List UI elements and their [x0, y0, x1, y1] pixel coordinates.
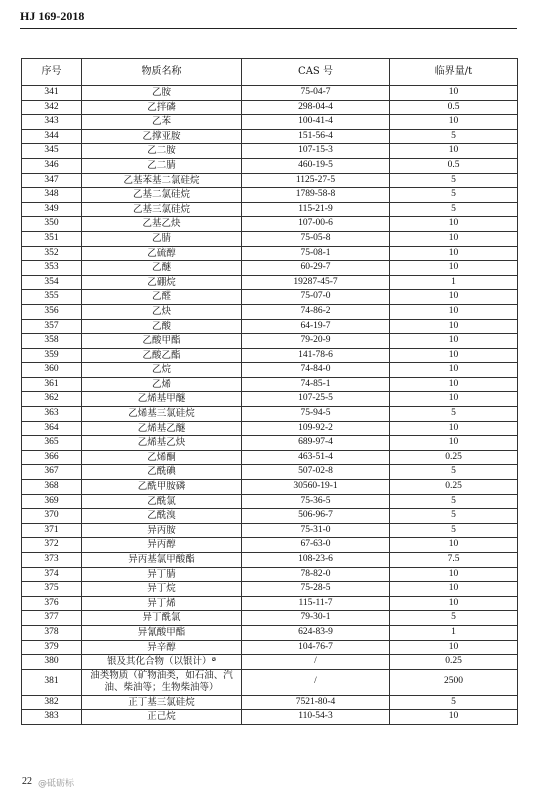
cell-cas: 75-31-0	[242, 523, 390, 538]
table-row	[22, 261, 518, 276]
cell-threshold: 10	[390, 246, 518, 261]
cell-cas: 75-04-7	[242, 86, 390, 101]
cell-name: 乙基苯基二氯硅烷	[82, 173, 242, 188]
cell-cas: 30560-19-1	[242, 480, 390, 495]
cell-cas: 75-07-0	[242, 290, 390, 305]
page-number: 22	[22, 776, 32, 787]
cell-cas: 115-11-7	[242, 596, 390, 611]
table-row	[22, 275, 518, 290]
cell-number: 361	[22, 377, 82, 392]
cell-number: 356	[22, 304, 82, 319]
cell-name: 乙二胺	[82, 144, 242, 159]
cell-cas: 689-97-4	[242, 436, 390, 451]
cell-name: 正己烷	[82, 710, 242, 725]
cell-number: 378	[22, 625, 82, 640]
cell-threshold: 10	[390, 640, 518, 655]
cell-number: 377	[22, 611, 82, 626]
cell-name: 正丁基三氯硅烷	[82, 695, 242, 710]
table-row	[22, 465, 518, 480]
cell-name: 异氰酸甲酯	[82, 625, 242, 640]
cell-threshold: 1	[390, 275, 518, 290]
table-row	[22, 86, 518, 101]
cell-cas: 7521-80-4	[242, 695, 390, 710]
cell-name: 乙烷	[82, 363, 242, 378]
table-row	[22, 144, 518, 159]
cell-threshold: 10	[390, 596, 518, 611]
cell-name: 油类物质（矿物油类，如石油、汽油、柴油等；生物柴油等）	[82, 669, 242, 695]
cell-number: 383	[22, 710, 82, 725]
cell-number: 352	[22, 246, 82, 261]
cell-threshold: 5	[390, 188, 518, 203]
cell-threshold: 10	[390, 86, 518, 101]
cell-cas: 79-20-9	[242, 334, 390, 349]
cell-threshold: 10	[390, 436, 518, 451]
cell-threshold: 2500	[390, 669, 518, 695]
cell-number: 368	[22, 480, 82, 495]
cell-number: 353	[22, 261, 82, 276]
cell-cas: 460-19-5	[242, 158, 390, 173]
cell-cas: 151-56-4	[242, 129, 390, 144]
cell-threshold: 5	[390, 465, 518, 480]
cell-number: 379	[22, 640, 82, 655]
cell-cas: 109-92-2	[242, 421, 390, 436]
cell-cas: 74-84-0	[242, 363, 390, 378]
table-row	[22, 363, 518, 378]
table-row	[22, 334, 518, 349]
table-row	[22, 115, 518, 130]
cell-threshold: 5	[390, 695, 518, 710]
cell-number: 348	[22, 188, 82, 203]
cell-name: 乙酰碘	[82, 465, 242, 480]
cell-threshold: 10	[390, 538, 518, 553]
table-row	[22, 202, 518, 217]
cell-name: 乙酸乙酯	[82, 348, 242, 363]
cell-cas: 60-29-7	[242, 261, 390, 276]
substance-table	[21, 58, 518, 725]
table-row	[22, 538, 518, 553]
table-row	[22, 407, 518, 422]
cell-name: 乙酰甲胺磷	[82, 480, 242, 495]
cell-threshold: 10	[390, 261, 518, 276]
cell-name: 乙二腈	[82, 158, 242, 173]
cell-threshold: 5	[390, 611, 518, 626]
cell-threshold: 5	[390, 173, 518, 188]
cell-name: 乙酸	[82, 319, 242, 334]
table-row	[22, 494, 518, 509]
cell-number: 347	[22, 173, 82, 188]
cell-name: 乙基乙炔	[82, 217, 242, 232]
table-row	[22, 246, 518, 261]
table-row	[22, 304, 518, 319]
cell-cas: /	[242, 655, 390, 670]
cell-number: 357	[22, 319, 82, 334]
cell-number: 345	[22, 144, 82, 159]
cell-threshold: 5	[390, 202, 518, 217]
table-row	[22, 421, 518, 436]
table-row	[22, 100, 518, 115]
cell-cas: 75-94-5	[242, 407, 390, 422]
cell-threshold: 10	[390, 710, 518, 725]
table-row	[22, 553, 518, 568]
cell-number: 370	[22, 509, 82, 524]
table-row	[22, 450, 518, 465]
table-row	[22, 669, 518, 695]
cell-cas: 110-54-3	[242, 710, 390, 725]
cell-cas: 67-63-0	[242, 538, 390, 553]
cell-cas: 107-15-3	[242, 144, 390, 159]
cell-cas: 107-25-5	[242, 392, 390, 407]
cell-cas: 64-19-7	[242, 319, 390, 334]
cell-threshold: 7.5	[390, 553, 518, 568]
cell-threshold: 10	[390, 377, 518, 392]
column-header-name: 物质名称	[82, 59, 242, 86]
cell-number: 363	[22, 407, 82, 422]
header-row	[22, 59, 518, 86]
table-row	[22, 509, 518, 524]
cell-number: 372	[22, 538, 82, 553]
cell-cas: 19287-45-7	[242, 275, 390, 290]
cell-name: 异丙基氯甲酸酯	[82, 553, 242, 568]
cell-cas: 624-83-9	[242, 625, 390, 640]
cell-threshold: 10	[390, 392, 518, 407]
cell-name: 异丁酰氯	[82, 611, 242, 626]
cell-name: 异丙胺	[82, 523, 242, 538]
cell-number: 381	[22, 669, 82, 695]
cell-name: 乙硫醇	[82, 246, 242, 261]
table-row	[22, 480, 518, 495]
cell-threshold: 10	[390, 421, 518, 436]
cell-threshold: 5	[390, 494, 518, 509]
cell-threshold: 5	[390, 407, 518, 422]
table-row	[22, 377, 518, 392]
cell-threshold: 0.5	[390, 100, 518, 115]
cell-number: 382	[22, 695, 82, 710]
column-header-number: 序号	[22, 59, 82, 86]
cell-threshold: 10	[390, 115, 518, 130]
cell-name: 乙酰溴	[82, 509, 242, 524]
cell-name: 乙烯基三氯硅烷	[82, 407, 242, 422]
cell-cas: 107-00-6	[242, 217, 390, 232]
table-row	[22, 655, 518, 670]
cell-threshold: 5	[390, 509, 518, 524]
cell-threshold: 10	[390, 348, 518, 363]
cell-number: 344	[22, 129, 82, 144]
cell-cas: 115-21-9	[242, 202, 390, 217]
column-header-cas: CAS 号	[242, 59, 390, 86]
table-row	[22, 640, 518, 655]
cell-number: 366	[22, 450, 82, 465]
table-row	[22, 173, 518, 188]
cell-number: 364	[22, 421, 82, 436]
cell-name: 乙醛	[82, 290, 242, 305]
cell-name: 乙撑亚胺	[82, 129, 242, 144]
cell-number: 369	[22, 494, 82, 509]
cell-threshold: 0.5	[390, 158, 518, 173]
cell-name: 异丁烯	[82, 596, 242, 611]
table-row	[22, 582, 518, 597]
cell-number: 358	[22, 334, 82, 349]
cell-threshold: 10	[390, 334, 518, 349]
cell-cas: 507-02-8	[242, 465, 390, 480]
cell-number: 359	[22, 348, 82, 363]
cell-threshold: 10	[390, 304, 518, 319]
cell-cas: 141-78-6	[242, 348, 390, 363]
cell-number: 349	[22, 202, 82, 217]
cell-name: 乙烯基乙醚	[82, 421, 242, 436]
cell-cas: 100-41-4	[242, 115, 390, 130]
cell-cas: 463-51-4	[242, 450, 390, 465]
cell-cas: 108-23-6	[242, 553, 390, 568]
cell-threshold: 5	[390, 523, 518, 538]
table-row	[22, 567, 518, 582]
cell-threshold: 10	[390, 144, 518, 159]
cell-name: 乙基二氯硅烷	[82, 188, 242, 203]
cell-cas: 1125-27-5	[242, 173, 390, 188]
cell-name: 异丙醇	[82, 538, 242, 553]
cell-number: 380	[22, 655, 82, 670]
cell-cas: 104-76-7	[242, 640, 390, 655]
cell-threshold: 5	[390, 129, 518, 144]
cell-cas: 79-30-1	[242, 611, 390, 626]
cell-threshold: 10	[390, 319, 518, 334]
cell-threshold: 10	[390, 363, 518, 378]
cell-name: 乙拌磷	[82, 100, 242, 115]
cell-cas: 74-85-1	[242, 377, 390, 392]
table-row	[22, 319, 518, 334]
cell-cas: 1789-58-8	[242, 188, 390, 203]
header-rule	[20, 28, 517, 29]
cell-number: 355	[22, 290, 82, 305]
table-row	[22, 129, 518, 144]
cell-number: 360	[22, 363, 82, 378]
cell-number: 343	[22, 115, 82, 130]
cell-number: 362	[22, 392, 82, 407]
cell-number: 376	[22, 596, 82, 611]
cell-name: 乙胺	[82, 86, 242, 101]
table-row	[22, 436, 518, 451]
cell-name: 乙醚	[82, 261, 242, 276]
cell-name: 乙酸甲酯	[82, 334, 242, 349]
document-code: HJ 169-2018	[20, 9, 85, 23]
cell-number: 365	[22, 436, 82, 451]
cell-name: 乙腈	[82, 231, 242, 246]
cell-threshold: 10	[390, 290, 518, 305]
cell-threshold: 10	[390, 582, 518, 597]
cell-threshold: 0.25	[390, 450, 518, 465]
cell-cas: /	[242, 669, 390, 695]
cell-number: 354	[22, 275, 82, 290]
cell-name: 乙烯基甲醚	[82, 392, 242, 407]
watermark: @砥砺标	[38, 779, 75, 789]
cell-name: 乙酰氯	[82, 494, 242, 509]
cell-threshold: 1	[390, 625, 518, 640]
cell-cas: 74-86-2	[242, 304, 390, 319]
cell-number: 350	[22, 217, 82, 232]
table-row	[22, 596, 518, 611]
cell-name: 异丁烷	[82, 582, 242, 597]
table-header	[22, 59, 518, 86]
table-row	[22, 290, 518, 305]
cell-name: 乙烯酮	[82, 450, 242, 465]
table-row	[22, 231, 518, 246]
cell-cas: 75-28-5	[242, 582, 390, 597]
cell-name: 异丁腈	[82, 567, 242, 582]
cell-cas: 298-04-4	[242, 100, 390, 115]
cell-number: 371	[22, 523, 82, 538]
cell-threshold: 0.25	[390, 655, 518, 670]
cell-number: 346	[22, 158, 82, 173]
cell-name: 乙烯基乙炔	[82, 436, 242, 451]
cell-name: 银及其化合物（以银计）ª	[82, 655, 242, 670]
cell-number: 367	[22, 465, 82, 480]
table-row	[22, 625, 518, 640]
cell-name: 乙烯	[82, 377, 242, 392]
table-row	[22, 710, 518, 725]
table-row	[22, 158, 518, 173]
table-row	[22, 695, 518, 710]
cell-number: 351	[22, 231, 82, 246]
cell-name: 乙硼烷	[82, 275, 242, 290]
cell-number: 342	[22, 100, 82, 115]
cell-number: 374	[22, 567, 82, 582]
table-row	[22, 348, 518, 363]
cell-cas: 75-36-5	[242, 494, 390, 509]
cell-cas: 75-08-1	[242, 246, 390, 261]
cell-cas: 78-82-0	[242, 567, 390, 582]
table-row	[22, 217, 518, 232]
table-row	[22, 188, 518, 203]
table-row	[22, 392, 518, 407]
cell-threshold: 10	[390, 231, 518, 246]
table-row	[22, 523, 518, 538]
cell-name: 乙苯	[82, 115, 242, 130]
table-row	[22, 611, 518, 626]
cell-name: 异辛醇	[82, 640, 242, 655]
cell-threshold: 10	[390, 567, 518, 582]
cell-cas: 75-05-8	[242, 231, 390, 246]
cell-threshold: 0.25	[390, 480, 518, 495]
cell-threshold: 10	[390, 217, 518, 232]
table-body	[22, 86, 518, 725]
cell-number: 375	[22, 582, 82, 597]
cell-cas: 506-96-7	[242, 509, 390, 524]
column-header-threshold: 临界量/t	[390, 59, 518, 86]
cell-number: 341	[22, 86, 82, 101]
cell-name: 乙基三氯硅烷	[82, 202, 242, 217]
cell-number: 373	[22, 553, 82, 568]
cell-name: 乙炔	[82, 304, 242, 319]
